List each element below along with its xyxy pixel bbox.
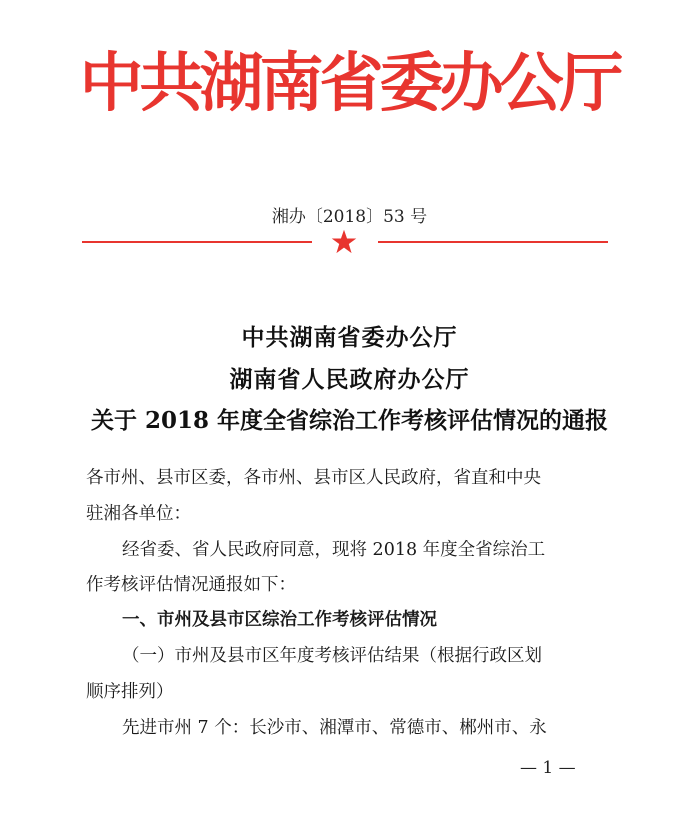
document-title-line-3: 关于 2018 年度全省综治工作考核评估情况的通报 — [90, 407, 609, 434]
subsection-line-1: （一）市州及县市区年度考核评估结果（根据行政区划 — [122, 646, 542, 666]
subsection-line-2: 顺序排列） — [86, 682, 174, 702]
document-number: 湘办〔2018〕53 号 — [271, 207, 428, 227]
issuer-title: 中共湖南省委办公厅 — [79, 47, 620, 121]
page-number: — 1 — — [520, 758, 576, 778]
star-icon — [330, 228, 358, 256]
red-divider-left — [82, 241, 312, 243]
document-title-line-1: 中共湖南省委办公厅 — [241, 324, 458, 351]
intro-line-1: 经省委、省人民政府同意，现将 2018 年度全省综治工 — [122, 540, 546, 560]
red-divider-right — [378, 241, 608, 243]
addressee-line-2: 驻湘各单位： — [86, 504, 191, 524]
section-heading: 一、市州及县市区综治工作考核评估情况 — [122, 610, 437, 630]
document-title-line-2: 湖南省人民政府办公厅 — [229, 366, 470, 393]
intro-line-2: 作考核评估情况通报如下： — [86, 575, 296, 595]
addressee-line-1: 各市州、县市区委，各市州、县市区人民政府，省直和中央 — [86, 468, 541, 488]
advanced-cities-line: 先进市州 7 个：长沙市、湘潭市、常德市、郴州市、永 — [122, 718, 547, 738]
